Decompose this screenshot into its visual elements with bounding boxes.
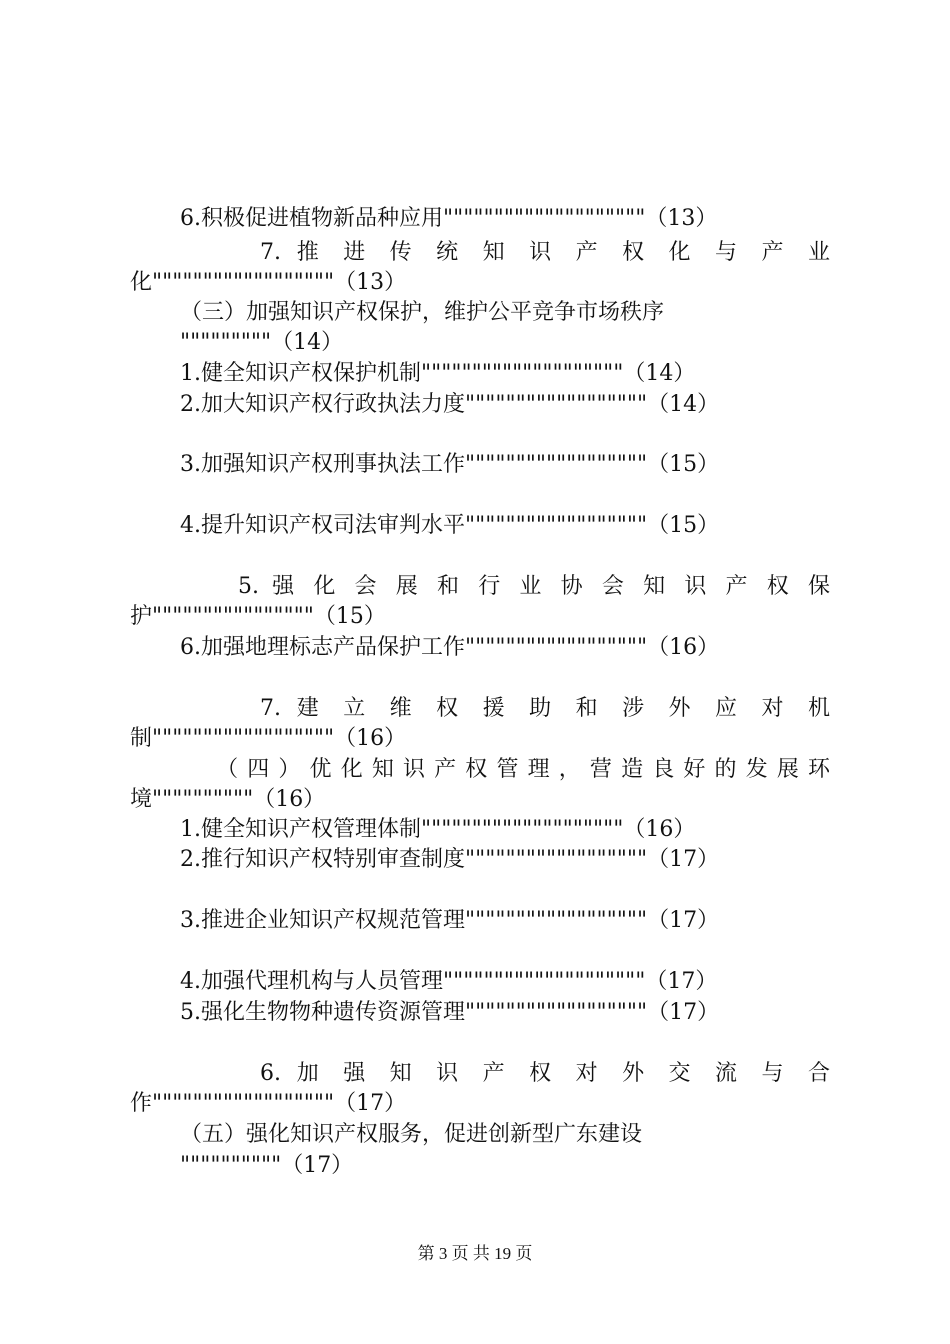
toc-section-page-ref: """""""""（14） [180, 330, 344, 355]
toc-entry-justified [130, 238, 830, 298]
toc-entry: 1.健全知识产权保护机制""""""""""""""""""""（14） [180, 361, 696, 386]
toc-entry: 4.加强代理机构与人员管理""""""""""""""""""""（17） [180, 969, 718, 994]
toc-entry-text: 7. 建 立 维 权 援 助 和 涉 外 应 对 机 制""""""""""""""""""（16） [130, 696, 830, 751]
toc-entry: 4.提升知识产权司法审判水平""""""""""""""""""（15） [180, 513, 720, 538]
toc-entry: 6.加强地理标志产品保护工作""""""""""""""""""（16） [180, 635, 720, 660]
toc-entry-justified [130, 694, 830, 754]
toc-entry: 5.强化生物物种遗传资源管理""""""""""""""""""（17） [180, 1000, 720, 1025]
toc-section-page-ref: """"""""""（17） [180, 1153, 354, 1178]
toc-entry: 3.推进企业知识产权规范管理""""""""""""""""""（17） [180, 908, 720, 933]
toc-entry-text: 7. 推 进 传 统 知 识 产 权 化 与 产 业 化""""""""""""""""""（13） [130, 240, 830, 295]
toc-section-heading: （五）强化知识产权服务，促进创新型广东建设 [180, 1122, 643, 1147]
toc-entry: 6.积极促进植物新品种应用""""""""""""""""""""（13） [180, 206, 718, 231]
toc-entry: 2.推行知识产权特别审查制度""""""""""""""""""（17） [180, 847, 720, 872]
toc-section-text: （ 四 ） 优 化 知 识 产 权 管 理 ， 营 造 良 好 的 发 展 环 境""""""""""（16） [130, 757, 830, 812]
toc-entry: 2.加大知识产权行政执法力度""""""""""""""""""（14） [180, 392, 720, 417]
toc-entry-justified [130, 572, 830, 632]
toc-entry: 1.健全知识产权管理体制""""""""""""""""""""（16） [180, 817, 696, 842]
toc-section-heading-justified [130, 755, 830, 815]
toc-entry: 3.加强知识产权刑事执法工作""""""""""""""""""（15） [180, 452, 720, 477]
page-number-footer: 第 3 页 共 19 页 [417, 1244, 533, 1263]
toc-entry-text: 5. 强 化 会 展 和 行 业 协 会 知 识 产 权 保 护""""""""""""""""（15） [130, 574, 830, 629]
toc-entry-justified [130, 1059, 830, 1119]
toc-entry-text: 6. 加 强 知 识 产 权 对 外 交 流 与 合 作""""""""""""""""""（17） [130, 1061, 830, 1116]
toc-section-heading: （三）加强知识产权保护，维护公平竞争市场秩序 [180, 300, 665, 325]
